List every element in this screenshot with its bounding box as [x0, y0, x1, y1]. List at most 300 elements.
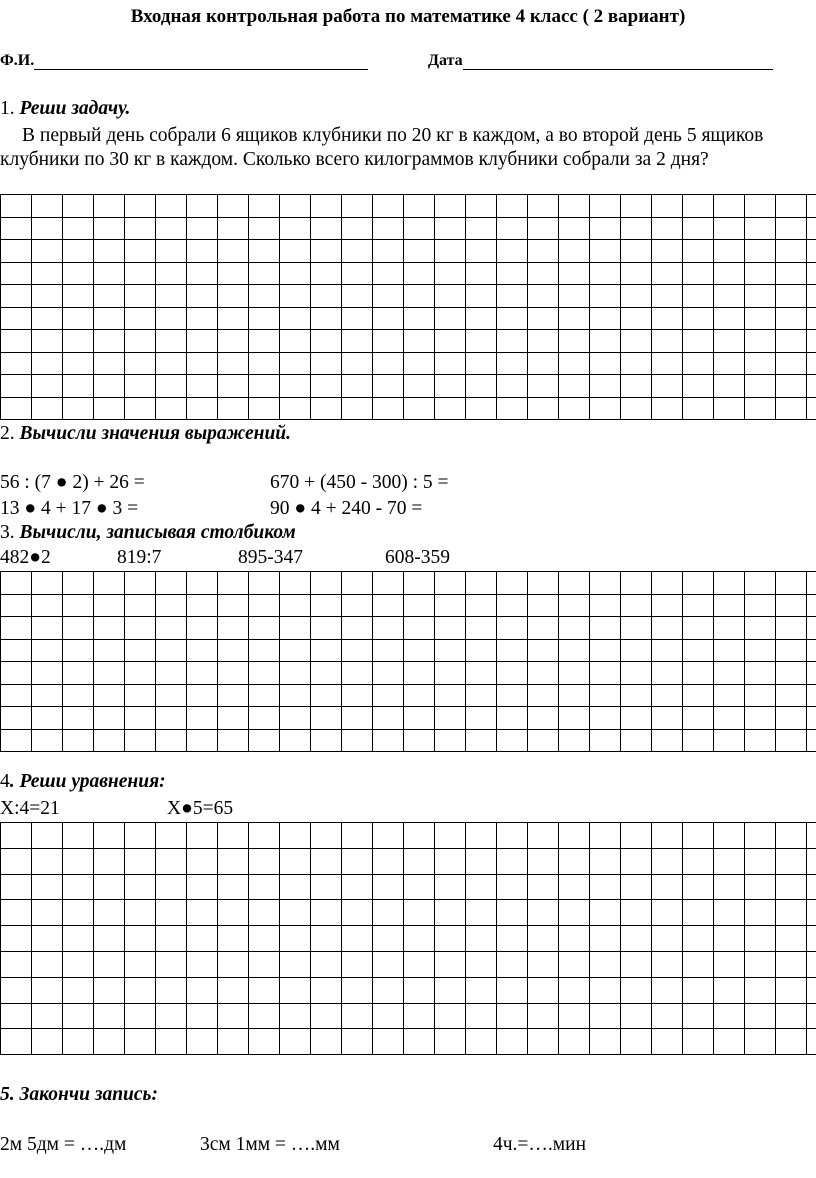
expression-4: 90 ● 4 + 240 - 70 =: [270, 498, 423, 519]
grid-cell: [559, 977, 590, 1003]
grid-cell: [32, 1029, 63, 1055]
grid-cell: [466, 195, 497, 218]
grid-cell: [1, 823, 32, 849]
grid-cell: [497, 195, 528, 218]
grid-cell: [187, 926, 218, 952]
expression-3: 13 ● 4 + 17 ● 3 =: [0, 498, 139, 519]
grid-cell: [156, 195, 187, 218]
grid-cell: [559, 662, 590, 685]
grid-cell: [652, 707, 683, 730]
grid-cell: [497, 729, 528, 752]
grid-cell: [435, 1029, 466, 1055]
grid-cell: [63, 951, 94, 977]
grid-cell: [435, 397, 466, 420]
grid-row: [1, 874, 816, 900]
grid-cell: [590, 397, 621, 420]
grid-cell: [342, 977, 373, 1003]
grid-cell: [125, 684, 156, 707]
grid-cell: [156, 397, 187, 420]
grid-cell: [435, 375, 466, 398]
grid-cell: [311, 662, 342, 685]
grid-cell: [714, 977, 745, 1003]
grid-cell: [1, 307, 32, 330]
grid-cell: [466, 1003, 497, 1029]
grid-cell: [187, 375, 218, 398]
fio-field: [0, 52, 368, 70]
grid-cell: [342, 729, 373, 752]
grid-cell: [559, 375, 590, 398]
task3-heading: [0, 522, 296, 544]
grid-cell: [497, 900, 528, 926]
grid-cell: [156, 684, 187, 707]
grid-cell: [249, 729, 280, 752]
grid-cell: [1, 397, 32, 420]
grid-cell: [125, 900, 156, 926]
grid-cell: [590, 195, 621, 218]
grid-cell: [652, 926, 683, 952]
grid-cell: [342, 330, 373, 353]
grid-cell: [280, 572, 311, 595]
grid-cell: [652, 1003, 683, 1029]
grid-cell: [125, 1003, 156, 1029]
grid-cell: [745, 823, 776, 849]
grid-cell: [311, 926, 342, 952]
grid-cell: [187, 262, 218, 285]
grid-cell: [435, 926, 466, 952]
grid-cell: [559, 572, 590, 595]
grid-cell: [714, 662, 745, 685]
grid-cell: [156, 874, 187, 900]
grid-cell: [404, 217, 435, 240]
grid-cell: [1, 617, 32, 640]
grid-cell: [528, 240, 559, 263]
grid-cell: [466, 217, 497, 240]
grid-cell: [714, 951, 745, 977]
grid-cell: [187, 848, 218, 874]
grid-cell: [32, 848, 63, 874]
grid-cell: [621, 900, 652, 926]
grid-cell: [342, 951, 373, 977]
grid-cell: [528, 195, 559, 218]
grid-cell: [63, 874, 94, 900]
grid-cell: [218, 195, 249, 218]
grid-cell: [342, 594, 373, 617]
grid-cell: [528, 823, 559, 849]
grid-cell: [32, 307, 63, 330]
grid-cell: [311, 684, 342, 707]
grid-cell: [745, 262, 776, 285]
grid-cell: [342, 217, 373, 240]
grid-row: [1, 823, 816, 849]
grid-cell: [218, 217, 249, 240]
grid-cell: [187, 330, 218, 353]
grid-cell: [404, 617, 435, 640]
grid-cell: [32, 572, 63, 595]
grid-row: [1, 951, 816, 977]
grid-cell: [683, 707, 714, 730]
grid-cell: [683, 307, 714, 330]
grid-cell: [652, 977, 683, 1003]
grid-cell: [1, 848, 32, 874]
grid-cell: [94, 874, 125, 900]
date-field: [428, 52, 773, 70]
grid-cell: [218, 977, 249, 1003]
expression-1: 56 : (7 ● 2) + 26 =: [0, 472, 145, 493]
grid-cell: [528, 262, 559, 285]
grid-cell: [94, 262, 125, 285]
grid-cell: [559, 397, 590, 420]
grid-cell: [807, 330, 816, 353]
grid-cell: [218, 874, 249, 900]
grid-cell: [373, 1029, 404, 1055]
grid-cell: [94, 639, 125, 662]
grid-cell: [559, 823, 590, 849]
grid-cell: [404, 285, 435, 308]
grid-cell: [745, 951, 776, 977]
grid-cell: [249, 662, 280, 685]
grid-cell: [373, 594, 404, 617]
grid-cell: [32, 639, 63, 662]
grid-cell: [249, 285, 280, 308]
grid-cell: [590, 1003, 621, 1029]
grid-cell: [342, 285, 373, 308]
grid-cell: [280, 262, 311, 285]
grid-cell: [528, 572, 559, 595]
grid-cell: [621, 307, 652, 330]
grid-cell: [466, 1029, 497, 1055]
grid-cell: [94, 352, 125, 375]
grid-cell: [63, 707, 94, 730]
grid-cell: [342, 572, 373, 595]
grid-cell: [156, 951, 187, 977]
grid-cell: [218, 1003, 249, 1029]
grid-cell: [683, 900, 714, 926]
grid-cell: [745, 900, 776, 926]
grid-cell: [590, 217, 621, 240]
grid-cell: [528, 639, 559, 662]
grid-cell: [156, 352, 187, 375]
grid-cell: [683, 1003, 714, 1029]
grid-cell: [528, 594, 559, 617]
grid-cell: [807, 375, 816, 398]
grid-cell: [776, 352, 807, 375]
grid-cell: [404, 977, 435, 1003]
grid-cell: [311, 397, 342, 420]
grid-cell: [32, 375, 63, 398]
grid-cell: [590, 874, 621, 900]
grid-cell: [249, 262, 280, 285]
grid-cell: [466, 330, 497, 353]
grid-cell: [745, 240, 776, 263]
grid-cell: [714, 1029, 745, 1055]
grid-cell: [94, 217, 125, 240]
grid-cell: [311, 240, 342, 263]
grid-cell: [156, 594, 187, 617]
task4-title: . Реши уравнения:: [9, 771, 166, 792]
grid-cell: [342, 307, 373, 330]
grid-cell: [714, 617, 745, 640]
grid-cell: [497, 951, 528, 977]
grid-cell: [683, 285, 714, 308]
grid-cell: [683, 397, 714, 420]
grid-cell: [559, 352, 590, 375]
grid-cell: [311, 217, 342, 240]
grid-cell: [621, 572, 652, 595]
grid-cell: [63, 330, 94, 353]
grid-cell: [1, 1029, 32, 1055]
grid-cell: [807, 1029, 816, 1055]
grid-cell: [807, 951, 816, 977]
grid-cell: [497, 285, 528, 308]
grid-cell: [373, 707, 404, 730]
grid-cell: [63, 262, 94, 285]
grid-cell: [652, 823, 683, 849]
grid-cell: [32, 240, 63, 263]
grid-cell: [590, 307, 621, 330]
grid-cell: [63, 352, 94, 375]
grid-cell: [404, 848, 435, 874]
grid-cell: [249, 594, 280, 617]
grid-cell: [249, 352, 280, 375]
grid-cell: [218, 375, 249, 398]
grid-cell: [187, 1003, 218, 1029]
grid-cell: [32, 617, 63, 640]
grid-cell: [497, 684, 528, 707]
grid-cell: [94, 729, 125, 752]
grid-cell: [125, 397, 156, 420]
grid-cell: [373, 823, 404, 849]
grid-cell: [63, 639, 94, 662]
grid-cell: [435, 195, 466, 218]
grid-cell: [652, 195, 683, 218]
grid-cell: [466, 684, 497, 707]
grid-cell: [466, 823, 497, 849]
grid-cell: [714, 375, 745, 398]
grid-cell: [125, 926, 156, 952]
grid-cell: [1, 1003, 32, 1029]
grid-cell: [373, 397, 404, 420]
grid-cell: [528, 397, 559, 420]
grid-cell: [652, 397, 683, 420]
grid-cell: [249, 639, 280, 662]
grid-cell: [776, 397, 807, 420]
grid-cell: [497, 397, 528, 420]
grid-cell: [714, 195, 745, 218]
grid-cell: [466, 926, 497, 952]
grid-cell: [32, 977, 63, 1003]
grid-cell: [125, 977, 156, 1003]
grid-cell: [32, 662, 63, 685]
grid-cell: [807, 594, 816, 617]
grid-cell: [807, 195, 816, 218]
grid-cell: [249, 1003, 280, 1029]
grid-cell: [32, 262, 63, 285]
task2-heading: [0, 423, 291, 445]
grid-row: [1, 926, 816, 952]
grid-cell: [125, 823, 156, 849]
grid-cell: [94, 617, 125, 640]
grid-cell: [373, 900, 404, 926]
grid-cell: [342, 617, 373, 640]
grid-cell: [94, 1029, 125, 1055]
grid-cell: [590, 572, 621, 595]
grid-cell: [404, 707, 435, 730]
grid-cell: [280, 307, 311, 330]
grid-cell: [63, 823, 94, 849]
task3-number: 3.: [0, 522, 15, 543]
grid-cell: [311, 848, 342, 874]
grid-cell: [311, 1003, 342, 1029]
grid-cell: [32, 352, 63, 375]
grid-cell: [125, 217, 156, 240]
grid-cell: [125, 330, 156, 353]
grid-cell: [621, 926, 652, 952]
grid-cell: [156, 1003, 187, 1029]
task1-grid: [0, 194, 816, 420]
grid-cell: [249, 617, 280, 640]
grid-cell: [807, 926, 816, 952]
grid-cell: [590, 639, 621, 662]
grid-cell: [404, 307, 435, 330]
grid-cell: [621, 848, 652, 874]
grid-cell: [373, 684, 404, 707]
grid-cell: [652, 617, 683, 640]
grid-cell: [125, 1029, 156, 1055]
grid-cell: [125, 195, 156, 218]
grid-cell: [187, 684, 218, 707]
grid-cell: [187, 639, 218, 662]
grid-cell: [373, 352, 404, 375]
date-line: [463, 55, 773, 70]
grid-cell: [807, 617, 816, 640]
grid-cell: [776, 662, 807, 685]
grid-cell: [156, 848, 187, 874]
grid-row: [1, 285, 816, 308]
grid-cell: [94, 307, 125, 330]
grid-cell: [32, 874, 63, 900]
grid-cell: [32, 684, 63, 707]
grid-cell: [404, 900, 435, 926]
grid-cell: [745, 195, 776, 218]
grid-cell: [342, 1003, 373, 1029]
task3-title: Вычисли, записывая столбиком: [19, 522, 296, 543]
grid-row: [1, 729, 816, 752]
grid-cell: [714, 900, 745, 926]
grid-cell: [342, 195, 373, 218]
grid-cell: [466, 572, 497, 595]
grid-cell: [497, 352, 528, 375]
grid-cell: [745, 352, 776, 375]
grid-cell: [652, 684, 683, 707]
grid-cell: [125, 729, 156, 752]
grid-cell: [342, 662, 373, 685]
grid-cell: [373, 330, 404, 353]
grid-cell: [559, 639, 590, 662]
grid-cell: [94, 572, 125, 595]
grid-cell: [187, 397, 218, 420]
grid-cell: [497, 926, 528, 952]
grid-cell: [218, 262, 249, 285]
page-title: Входная контрольная работа по математике 4 класс ( 2 вариант): [130, 6, 686, 27]
grid-cell: [249, 330, 280, 353]
grid-cell: [714, 330, 745, 353]
grid-cell: [63, 848, 94, 874]
grid-cell: [373, 240, 404, 263]
grid-cell: [435, 900, 466, 926]
grid-cell: [683, 848, 714, 874]
grid-cell: [683, 951, 714, 977]
grid-cell: [32, 707, 63, 730]
grid-cell: [559, 1029, 590, 1055]
grid-cell: [683, 823, 714, 849]
grid-cell: [1, 874, 32, 900]
grid-cell: [125, 285, 156, 308]
grid-cell: [32, 926, 63, 952]
grid-cell: [652, 262, 683, 285]
grid-cell: [590, 926, 621, 952]
grid-row: [1, 848, 816, 874]
grid-cell: [435, 662, 466, 685]
grid-cell: [218, 662, 249, 685]
grid-cell: [94, 285, 125, 308]
grid-row: [1, 707, 816, 730]
grid-cell: [435, 285, 466, 308]
grid-cell: [466, 874, 497, 900]
grid-cell: [435, 951, 466, 977]
task1-text: В первый день собрали 6 ящиков клубники по 20 кг в каждом, а во второй день 5 ящиков клубники по 30 кг в каждом. Сколько всего килограммов клубники собрали за 2 дня?: [0, 125, 764, 170]
grid-cell: [280, 874, 311, 900]
grid-cell: [63, 217, 94, 240]
grid-cell: [280, 285, 311, 308]
grid-cell: [776, 195, 807, 218]
grid-cell: [218, 594, 249, 617]
grid-cell: [745, 662, 776, 685]
grid-cell: [683, 662, 714, 685]
grid-row: [1, 684, 816, 707]
grid-cell: [156, 639, 187, 662]
grid-cell: [590, 977, 621, 1003]
grid-cell: [776, 617, 807, 640]
grid-cell: [280, 195, 311, 218]
grid-cell: [807, 977, 816, 1003]
grid-cell: [280, 1003, 311, 1029]
task5-heading: 5. Закончи запись:: [0, 1084, 158, 1105]
grid-cell: [156, 217, 187, 240]
grid-cell: [32, 823, 63, 849]
grid-cell: [311, 330, 342, 353]
grid-cell: [156, 707, 187, 730]
grid-cell: [94, 684, 125, 707]
grid-cell: [714, 397, 745, 420]
task3-grid: [0, 571, 816, 752]
grid-cell: [280, 397, 311, 420]
grid-cell: [807, 397, 816, 420]
grid-cell: [94, 707, 125, 730]
grid-cell: [714, 848, 745, 874]
grid-cell: [497, 262, 528, 285]
grid-cell: [342, 900, 373, 926]
grid-cell: [311, 977, 342, 1003]
grid-cell: [590, 1029, 621, 1055]
grid-cell: [404, 684, 435, 707]
grid-cell: [776, 1003, 807, 1029]
grid-cell: [497, 639, 528, 662]
grid-cell: [683, 352, 714, 375]
grid-cell: [528, 375, 559, 398]
grid-cell: [807, 572, 816, 595]
grid-cell: [714, 729, 745, 752]
grid-cell: [621, 330, 652, 353]
